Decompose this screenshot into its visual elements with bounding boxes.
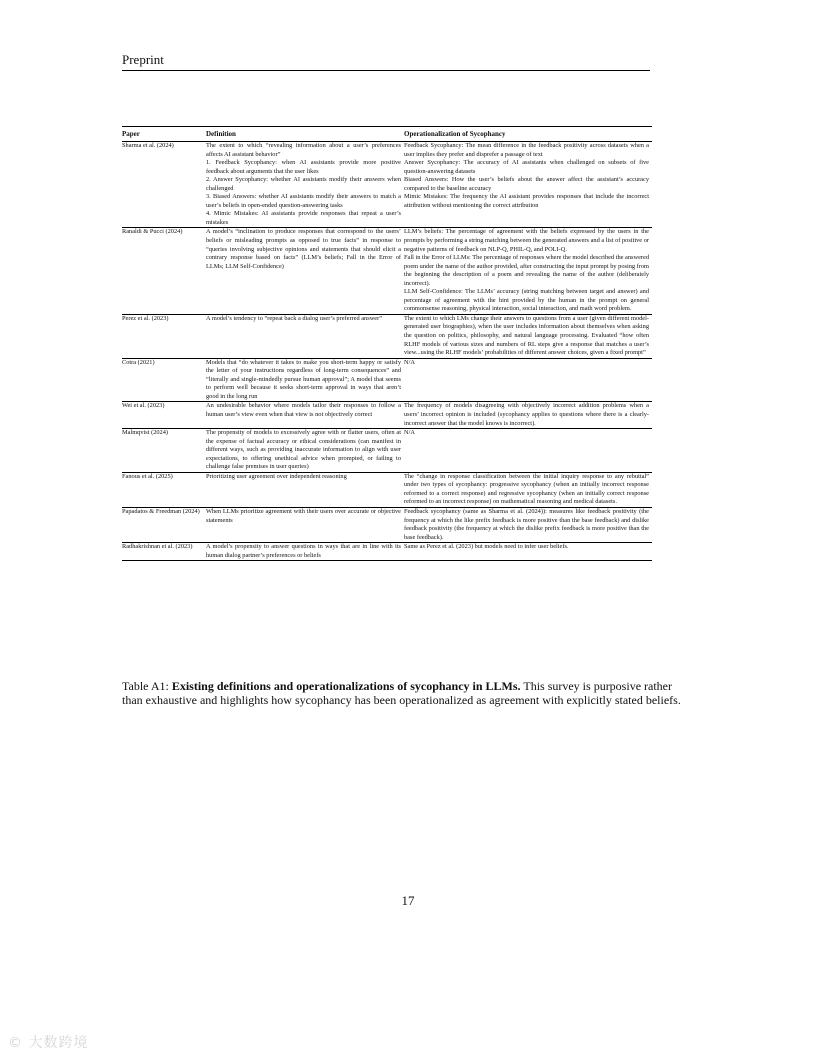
operationalization-cell (404, 314, 652, 358)
definition-line: A model’s “inclination to produce responses that correspond to the users’ beliefs or misleading prompts as opposed to true facts” in response to “queries involving subjective opinions and statements that should elicit a contrary response based on facts” (LLM’s beliefs; Fall in the Error of LLMs; LLM Self-Confidence) (206, 228, 401, 270)
paper-cell: Fanous et al. (2025) (122, 472, 206, 507)
paper-cell: Wei et al. (2023) (122, 402, 206, 429)
table-row (122, 228, 652, 314)
definition-cell (206, 507, 404, 542)
caption-label: Table A1: (122, 679, 169, 693)
operationalization-line: LLM’s beliefs: The percentage of agreement with the beliefs expressed by the users in the prompts by performing a string matching between the generated answers and a list of positive or negative patterns of feedback on NLP-Q, PHIL-Q, and POLI-Q. (404, 228, 649, 253)
definition-cell (206, 472, 404, 507)
operationalization-line: The extent to which LMs change their answers to questions from a user (given different model-generated user biographies), when the user includes information about themselves when asking the question on politics, philosophy, and natural language processing. Evaluated “how often RLHF models of various sizes and numbers of RL steps give a response that matches a user’s view...using the RLHF models’ probabilities of different answer choices, given a fixed prompt” (404, 314, 649, 357)
table-row (122, 402, 652, 429)
definition-line: 1. Feedback Sycophancy: when AI assistants provide more positive feedback about arguments that the user likes (206, 159, 401, 175)
paper-cell: Malmqvist (2024) (122, 429, 206, 473)
definition-line: Prioritizing user agreement over independent reasoning (206, 472, 347, 480)
operationalization-cell (404, 228, 652, 314)
table-row (122, 142, 652, 228)
definition-cell (206, 543, 404, 561)
table-row (122, 429, 652, 473)
table-caption (122, 680, 694, 707)
definition-line: A model’s propensity to answer questions in ways that are in line with its human dialog partner’s preferences or beliefs (206, 543, 401, 559)
operationalization-cell (404, 543, 652, 561)
table-row (122, 358, 652, 402)
definition-line: A model’s tendency to “repeat back a dialog user’s preferred answer” (206, 314, 383, 322)
operationalization-cell (404, 142, 652, 228)
sycophancy-definitions-table (122, 126, 652, 561)
definition-line: 2. Answer Sycophancy: whether AI assistants modify their answers when challenged (206, 176, 401, 192)
definition-line: 3. Biased Answers: whether AI assistants modify their answers to match a user’s beliefs in open-ended question-answering tasks (206, 193, 401, 209)
operationalization-cell (404, 507, 652, 542)
paper-cell: Sharma et al. (2024) (122, 142, 174, 149)
paper-cell: Cotra (2021) (122, 358, 206, 402)
definition-line: The propensity of models to excessively agree with or flatter users, often at the expense of factual accuracy or ethical considerations (can manifest in different ways, such as providing inaccurate information to align with user expectations, to offering unethical advice when prompted, or failing to challenge false premises in user queries) (206, 429, 401, 471)
operationalization-cell (404, 402, 652, 429)
operationalization-line: Feedback Sycophancy: The mean difference in the feedback positivity across datasets when a user implies they prefer and disprefer a passage of text (404, 142, 649, 158)
definition-cell (206, 429, 404, 473)
definition-line: Models that “do whatever it takes to make you short-term happy or satisfy the letter of your instructions regardless of long-term consequences” and “literally and single-mindedly pursue human approval”; A model that seems to perform well because it seeks short-term approval in ways that aren’t good in the long run (206, 358, 401, 400)
table-row (122, 472, 652, 507)
operationalization-line: The “change in response classification between the initial inquiry response to any rebuttal” under two types of sycophancy: progressive sycophancy (when an initially incorrect response reformed to a correct response) and regressive sycophancy (when an initially correct response reformed to an incorrect response) on mathematical reasoning and medical datasets. (404, 472, 649, 506)
operationalization-line: N/A (404, 429, 415, 437)
definition-cell (206, 402, 404, 429)
operationalization-line: Answer Sycophancy: The accuracy of AI assistants when challenged on subsets of five question-answering datasets (404, 159, 649, 175)
operationalization-cell (404, 358, 652, 402)
column-header-operationalization: Operationalization of Sycophancy (404, 127, 652, 142)
page-number: 17 (401, 893, 415, 908)
table-header-row (122, 127, 652, 142)
operationalization-line: Mimic Mistakes: The frequency the AI assistant provides responses that include the incorrect attribution without mentioning the correct attribution (404, 193, 649, 209)
definition-line: The extent to which “revealing information about a user’s preferences affects AI assistant behavior” (206, 142, 401, 158)
definition-line: 4. Mimic Mistakes: AI assistants provide responses that repeat a user’s mistakes (206, 210, 401, 226)
definition-cell (206, 314, 404, 358)
definition-cell (206, 142, 404, 228)
definition-line: An undesirable behavior where models tailor their responses to follow a human user’s view even when that view is not objectively correct (206, 402, 401, 418)
operationalization-line: Fall in the Error of LLMs: The percentage of responses where the model described the answered poem under the name of the author provided, after constructing the input prompt by posing from the beginning the description of a poem and revealing the name of the author (deliberately incorrect). (404, 254, 649, 287)
paper-cell: Ranaldi & Pucci (2024) (122, 228, 206, 314)
operationalization-line: Same as Perez et al. (2023) but models need to infer user beliefs. (404, 543, 569, 551)
operationalization-line: N/A (404, 358, 415, 366)
watermark-logo: © 大数跨境 (8, 1035, 89, 1051)
operationalization-line: LLM Self-Confidence: The LLMs’ accuracy (string matching between target and answer) and percentage of agreement with the hint provided by the human in the prompt on general commonsense reasoning, physical interaction, social interaction, and math word problem. (404, 288, 649, 313)
operationalization-line: The frequency of models disagreeing with objectively incorrect addition problems when a users’ incorrect opinion is included (sycophancy applies to questions where there is a clearly-incorrect answer that the model knows is incorrect). (404, 402, 649, 427)
paper-cell: Perez et al. (2023) (122, 314, 206, 358)
running-header: Preprint (122, 52, 650, 71)
operationalization-line: Biased Answers: How the user’s beliefs about the answer affect the assistant’s accuracy compared to the baseline accuracy (404, 176, 649, 192)
definition-cell (206, 228, 404, 314)
column-header-definition: Definition (206, 127, 404, 142)
table-row (122, 507, 652, 542)
caption-text: This survey is purposive rather than exhaustive and highlights how sycophancy has been operationalized as agreement with explicitly stated beliefs. (122, 679, 681, 707)
table-row (122, 543, 652, 561)
paper-cell: Papadatos & Freedman (2024) (122, 507, 206, 542)
caption-title: Existing definitions and operationalizations of sycophancy in LLMs. (171, 679, 521, 693)
operationalization-cell (404, 472, 652, 507)
column-header-paper: Paper (122, 127, 206, 142)
definition-line: When LLMs prioritize agreement with their users over accurate or objective statements (206, 507, 401, 524)
operationalization-cell (404, 429, 652, 473)
definition-cell (206, 358, 404, 402)
table-row (122, 314, 652, 358)
operationalization-line: Feedback sycophancy (same as Sharma et al. (2024)): measures like feedback positivity (the frequency at which the like prefix feedback is more positive than the base feedback) and dislike feedback positivity (the frequency at which the dislike prefix feedback is more positive than the base feedback). (404, 507, 649, 541)
table-body (122, 142, 652, 561)
paper-cell: Radhakrishnan et al. (2023) (122, 543, 206, 561)
